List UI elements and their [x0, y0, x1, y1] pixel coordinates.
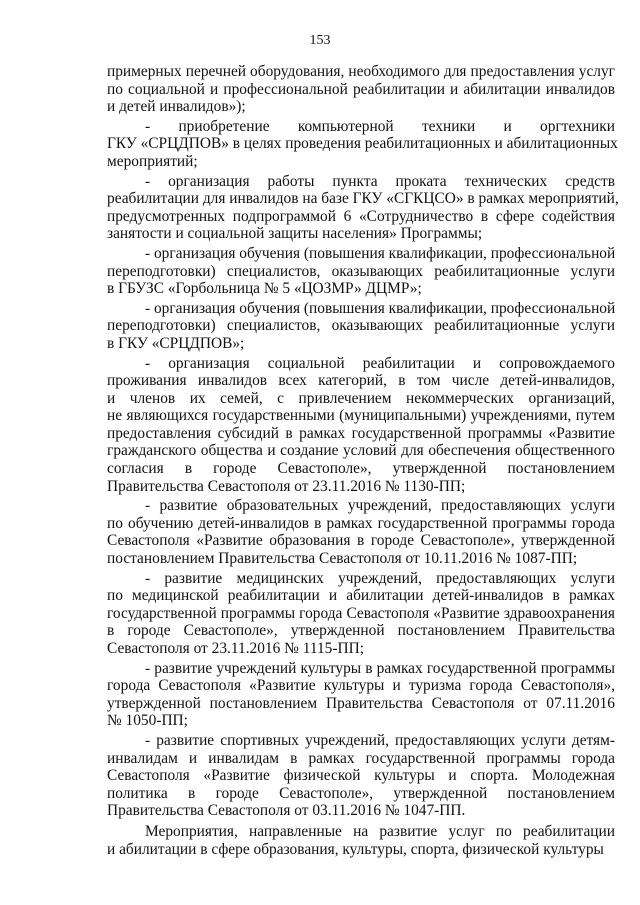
text-line: по социальной и профессиональной реабилитации и абилитации инвалидов — [107, 80, 615, 98]
text-line: Правительства Севастополя от 03.11.2016 № 1047-ПП. — [107, 802, 466, 820]
paragraph — [107, 355, 615, 496]
text-line: - организация социальной реабилитации и сопровождаемого — [145, 354, 615, 372]
text-line: постановлением Правительства Севастополя от 10.11.2016 № 1087-ПП; — [107, 550, 578, 568]
text-line: реабилитации для инвалидов на базе ГКУ «СГКЦСО» в рамках мероприятий, — [107, 190, 619, 208]
text-line: переподготовки) специалистов, оказывающих реабилитационные услуги — [107, 262, 615, 280]
text-line: политика в городе Севастополе», утвержденной постановлением — [107, 784, 615, 802]
paragraph — [107, 63, 615, 116]
paragraph — [107, 300, 615, 353]
text-line: - организация работы пункта проката технических средств — [145, 172, 615, 190]
text-line: Севастополя от 23.11.2016 № 1115-ПП; — [107, 640, 364, 657]
text-line: государственной программы города Севастополя «Развитие здравоохранения — [107, 604, 615, 622]
text-line: гражданского общества и создание условий для обеспечения общественного — [107, 442, 615, 460]
text-line: предоставления субсидий в рамках государственной программы «Развитие — [107, 424, 615, 442]
text-line: занятости и социальной защиты населения» Программы; — [107, 225, 483, 243]
text-line: Мероприятия, направленные на развитие услуг по реабилитации — [145, 822, 615, 840]
text-line: предусмотренных подпрограммой 6 «Сотрудничество в сфере содействия — [107, 207, 615, 225]
paragraph — [107, 823, 615, 858]
text-line: примерных перечней оборудования, необходимого для предоставления услуг — [107, 63, 615, 80]
text-line: Севастополя «Развитие физической культуры и спорта. Молодежная — [107, 767, 615, 785]
text-line: - развитие медицинских учреждений, предоставляющих услуги — [145, 569, 615, 587]
text-line: - развитие учреждений культуры в рамках государственной программы — [145, 659, 615, 677]
text-line: ГКУ «СРЦДПОВ» в целях проведения реабилитационных и абилитационных — [107, 135, 618, 153]
paragraph — [107, 570, 615, 658]
text-line: в ГБУЗС «Горбольница № 5 «ЦОЗМР» ДЦМР»; — [107, 280, 422, 298]
text-line: и детей инвалидов»); — [107, 98, 246, 116]
text-line: - приобретение компьютерной техники и оргтехники — [145, 117, 615, 135]
paragraph — [107, 660, 615, 730]
text-line: и абилитации в сфере образования, культуры, спорта, физической культуры — [107, 840, 604, 858]
paragraph — [107, 245, 615, 298]
text-line: не являющихся государственными (муниципальными) учреждениями, путем — [107, 407, 615, 425]
text-line: мероприятий; — [107, 152, 198, 170]
text-line: Правительства Севастополя от 23.11.2016 № 1130-ПП; — [107, 477, 466, 495]
text-line: Севастополя «Развитие образования в городе Севастополе», утвержденной — [107, 532, 615, 550]
text-line: - организация обучения (повышения квалификации, профессиональной — [145, 244, 616, 262]
text-line: инвалидам и инвалидам в рамках государственной программы города — [107, 749, 615, 767]
text-line: - развитие образовательных учреждений, предоставляющих услуги — [145, 497, 615, 515]
paragraph — [107, 117, 618, 171]
text-line: утвержденной постановлением Правительства Севастополя от 07.11.2016 — [107, 694, 615, 712]
text-line: и членов их семей, с привлечением некоммерческих организаций, — [107, 389, 615, 407]
text-line: № 1050-ПП; — [107, 712, 188, 730]
paragraph — [107, 172, 619, 243]
page-number: 153 — [309, 33, 331, 48]
text-line: - организация обучения (повышения квалификации, профессиональной — [145, 299, 616, 317]
text-line: в городе Севастополе», утвержденной постановлением Правительства — [107, 622, 615, 640]
paragraph — [107, 732, 615, 820]
text-line: по медицинской реабилитации и абилитации детей-инвалидов в рамках — [107, 587, 615, 605]
text-line: города Севастополя «Развитие культуры и туризма города Севастополя», — [107, 677, 615, 695]
text-line: - развитие спортивных учреждений, предоставляющих услуги детям- — [145, 731, 615, 749]
text-line: по обучению детей-инвалидов в рамках государственной программы города — [107, 514, 615, 532]
text-line: согласия в городе Севастополе», утвержденной постановлением — [107, 460, 615, 478]
text-line: в ГКУ «СРЦДПОВ»; — [107, 334, 245, 352]
document-body — [107, 63, 619, 858]
paragraph — [107, 497, 615, 567]
text-line: переподготовки) специалистов, оказывающих реабилитационные услуги — [107, 317, 615, 335]
text-line: проживания инвалидов всех категорий, в том числе детей-инвалидов, — [107, 372, 615, 390]
